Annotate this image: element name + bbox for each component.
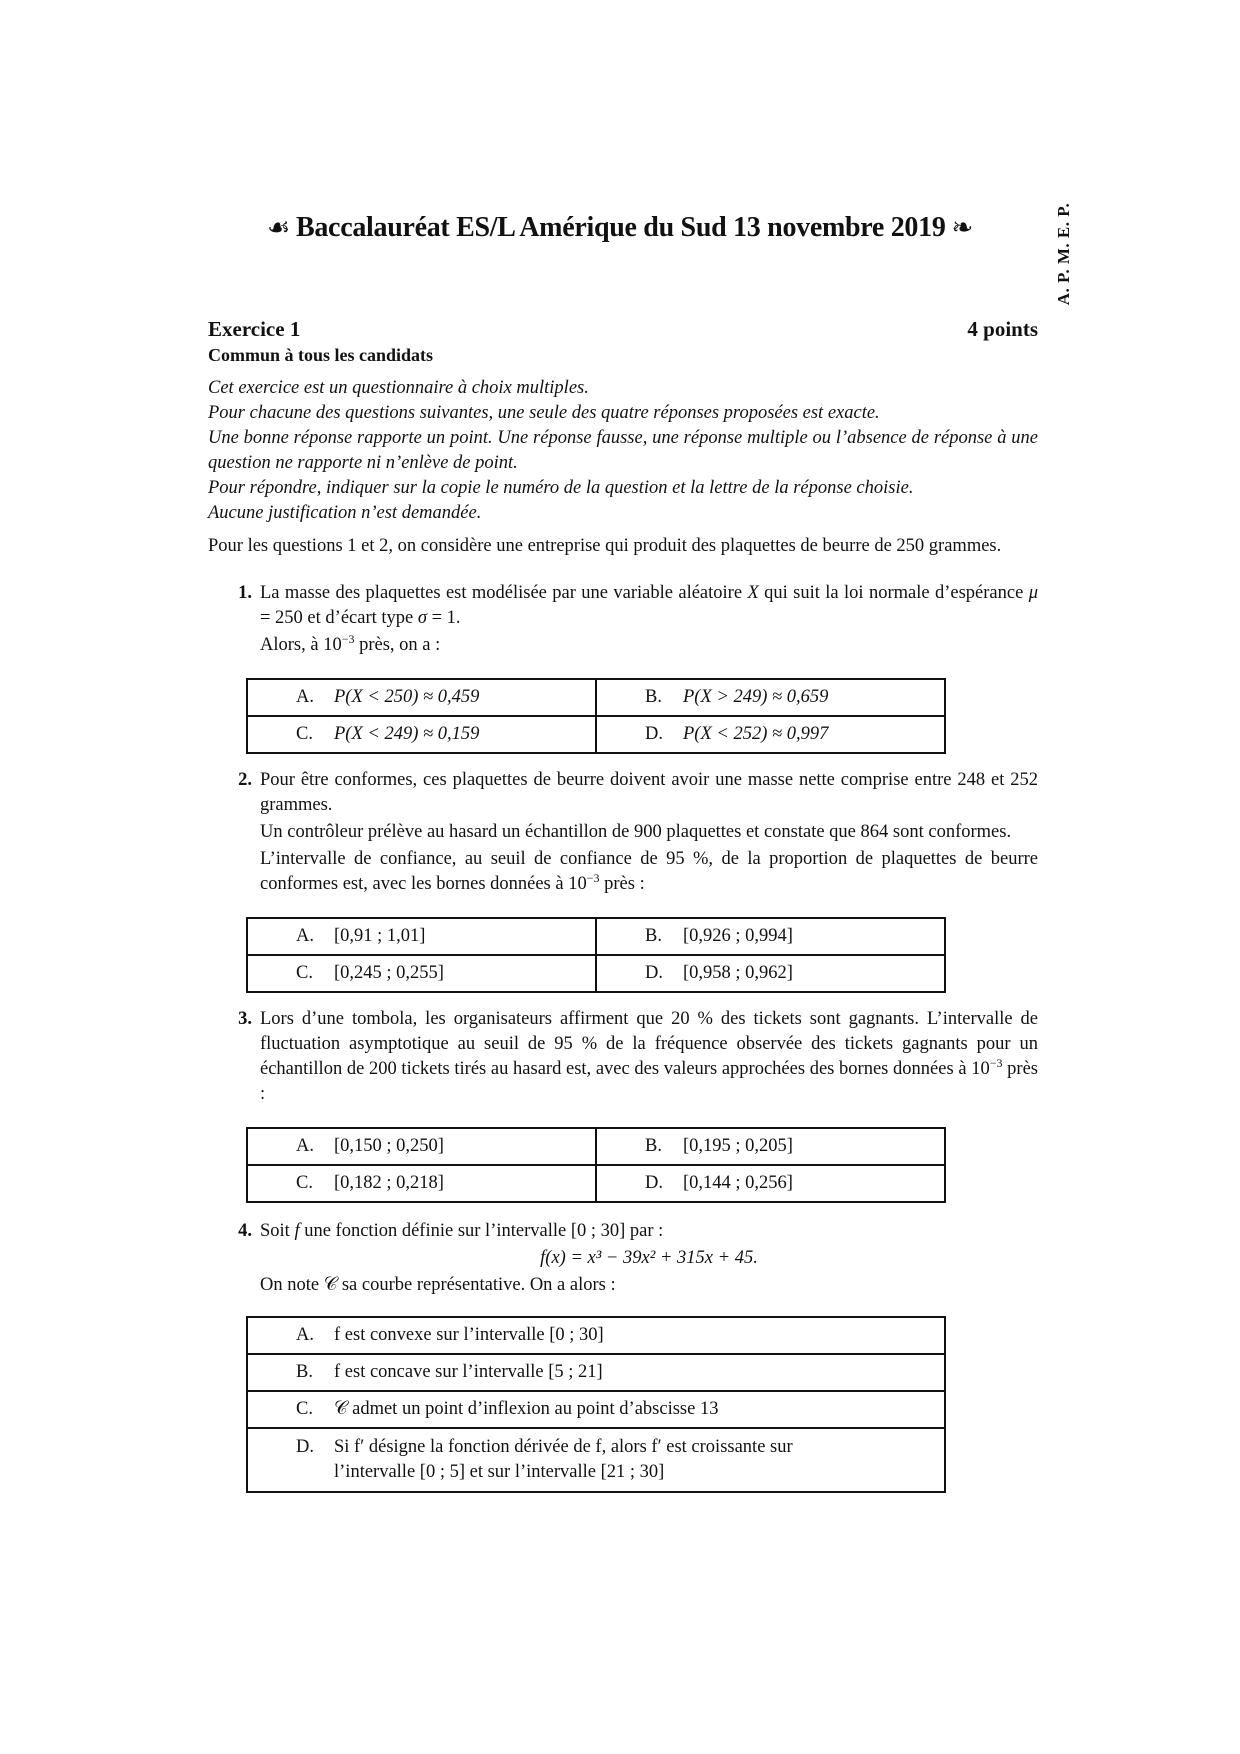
answers-table-q3 bbox=[246, 1127, 946, 1203]
text: Soit bbox=[260, 1221, 295, 1241]
question-text: Pour être conformes, ces plaquettes de beurre doivent avoir une masse nette comprise entre 248 et 252 grammes. bbox=[260, 770, 1038, 815]
text: = 250 et d’écart type bbox=[260, 608, 418, 628]
answers-table-q2 bbox=[246, 917, 946, 993]
answer-text: P(X < 252) ≈ 0,997 bbox=[683, 724, 829, 744]
question-body bbox=[260, 581, 1038, 658]
answer-text: [0,958 ; 0,962] bbox=[683, 963, 793, 983]
side-label-text: A. P. M. E. P. bbox=[1054, 202, 1073, 306]
mu-symbol: μ bbox=[1028, 583, 1038, 603]
question-body bbox=[260, 768, 1038, 897]
answer-letter: B. bbox=[645, 1136, 662, 1156]
exercise-subtitle: Commun à tous les candidats bbox=[208, 345, 434, 365]
text: qui suit la loi normale d’espérance bbox=[758, 583, 1029, 603]
answer-option-a[interactable] bbox=[247, 679, 596, 716]
question-4 bbox=[208, 1219, 1038, 1298]
answer-text: f est convexe sur l’intervalle [0 ; 30] bbox=[334, 1325, 604, 1345]
answers-table-q1 bbox=[246, 678, 946, 754]
text: = 1. bbox=[426, 608, 461, 628]
answer-option-a[interactable] bbox=[247, 1317, 945, 1354]
instruction-line: Cet exercice est un questionnaire à choix multiples. bbox=[208, 378, 589, 398]
instruction-line: Pour répondre, indiquer sur la copie le numéro de la question et la lettre de la réponse choisie. bbox=[208, 478, 914, 498]
question-number: 2. bbox=[238, 770, 252, 790]
text: La masse des plaquettes est modélisée par une variable aléatoire bbox=[260, 583, 748, 603]
answer-text: P(X < 249) ≈ 0,159 bbox=[334, 724, 480, 744]
sigma-symbol: σ bbox=[417, 608, 427, 628]
answer-option-d[interactable] bbox=[596, 716, 945, 753]
answer-d-wrap bbox=[296, 1435, 944, 1485]
answer-letter: B. bbox=[645, 926, 662, 946]
question-text bbox=[260, 1219, 1038, 1244]
answer-letter: A. bbox=[296, 1325, 314, 1345]
instructions bbox=[208, 376, 1038, 526]
instruction-line: Une bonne réponse rapporte un point. Une réponse fausse, une réponse multiple ou l’absence de réponse à une question ne rapporte ni n’enlève de point. bbox=[208, 428, 1038, 473]
instruction-line: Aucune justification n’est demandée. bbox=[208, 503, 482, 523]
answer-text bbox=[334, 1435, 793, 1485]
question-number: 3. bbox=[238, 1009, 252, 1029]
answer-text: [0,150 ; 0,250] bbox=[334, 1136, 444, 1156]
answer-option-b[interactable] bbox=[596, 1128, 945, 1165]
ornament-left-icon: ☙ bbox=[266, 213, 290, 242]
answer-option-d[interactable] bbox=[596, 1165, 945, 1202]
title-text: Baccalauréat ES/L Amérique du Sud 13 novembre 2019 bbox=[295, 212, 946, 243]
question-text: Un contrôleur prélève au hasard un échantillon de 900 plaquettes et constate que 864 sont conformes. bbox=[260, 822, 1012, 842]
answer-text: [0,195 ; 0,205] bbox=[683, 1136, 793, 1156]
text: Alors, à 10 bbox=[260, 635, 342, 655]
text: une fonction définie sur l’intervalle [0 ; 30] par : bbox=[299, 1221, 664, 1241]
question-text bbox=[260, 581, 1038, 631]
question-number: 1. bbox=[238, 583, 252, 603]
answers-table-q4 bbox=[246, 1316, 946, 1493]
question-text: On note 𝒞 sa courbe représentative. On a alors : bbox=[260, 1275, 616, 1295]
answer-option-c[interactable] bbox=[247, 716, 596, 753]
answer-letter: A. bbox=[296, 1136, 314, 1156]
answer-letter: D. bbox=[296, 1437, 314, 1457]
answer-option-b[interactable] bbox=[596, 918, 945, 955]
answer-option-b[interactable] bbox=[247, 1354, 945, 1391]
answer-letter: B. bbox=[645, 687, 662, 707]
answer-letter: B. bbox=[296, 1362, 313, 1382]
text: L’intervalle de confiance, au seuil de confiance de 95 %, de la proportion de plaquettes de beurre conformes est, avec les bornes données à 10 bbox=[260, 849, 1038, 894]
text: Lors d’une tombola, les organisateurs affirment que 20 % des tickets sont gagnants. L’intervalle de fluctuation asymptotique au seuil de 95 % de la fréquence observée des tickets gagnants pour un échantillon de 200 tickets tirés au hasard est, avec des valeurs approchées des bornes données à 10 bbox=[260, 1009, 1038, 1079]
ornament-right-icon: ❧ bbox=[951, 213, 974, 242]
answer-text: P(X > 249) ≈ 0,659 bbox=[683, 687, 829, 707]
answer-letter: C. bbox=[296, 1173, 313, 1193]
lead-paragraph: Pour les questions 1 et 2, on considère une entreprise qui produit des plaquettes de beurre de 250 grammes. bbox=[208, 536, 1002, 556]
question-body bbox=[260, 1007, 1038, 1107]
answer-letter: A. bbox=[296, 687, 314, 707]
exercise-title: Exercice 1 bbox=[208, 317, 301, 341]
answer-text: P(X < 250) ≈ 0,459 bbox=[334, 687, 480, 707]
answer-text: 𝒞 admet un point d’inflexion au point d’abscisse 13 bbox=[334, 1399, 719, 1419]
answer-text: [0,182 ; 0,218] bbox=[334, 1173, 444, 1193]
question-text bbox=[260, 1007, 1038, 1107]
answer-option-c[interactable] bbox=[247, 955, 596, 992]
answer-text: [0,144 ; 0,256] bbox=[683, 1173, 793, 1193]
answer-letter: C. bbox=[296, 724, 313, 744]
var-x: X bbox=[747, 583, 759, 603]
answer-text-line: l’intervalle [0 ; 5] et sur l’intervalle [21 ; 30] bbox=[334, 1462, 665, 1482]
instruction-line: Pour chacune des questions suivantes, une seule des quatre réponses proposées est exacte. bbox=[208, 403, 880, 423]
answer-letter: C. bbox=[296, 1399, 313, 1419]
text: près, on a : bbox=[354, 635, 441, 655]
answer-letter: D. bbox=[645, 724, 663, 744]
exercise-content bbox=[208, 316, 1038, 1493]
answer-letter: A. bbox=[296, 926, 314, 946]
question-2 bbox=[208, 768, 1038, 897]
answer-option-b[interactable] bbox=[596, 679, 945, 716]
answer-letter: D. bbox=[645, 1173, 663, 1193]
function-formula: f(x) = x³ − 39x² + 315x + 45. bbox=[540, 1248, 758, 1268]
function-f: f bbox=[294, 1221, 300, 1241]
answer-letter: D. bbox=[645, 963, 663, 983]
answer-option-a[interactable] bbox=[247, 1128, 596, 1165]
answer-option-d[interactable] bbox=[247, 1428, 945, 1492]
exponent: −3 bbox=[586, 871, 600, 885]
answer-option-c[interactable] bbox=[247, 1391, 945, 1428]
answer-text-line: Si f′ désigne la fonction dérivée de f, alors f′ est croissante sur bbox=[334, 1437, 793, 1457]
answer-text: [0,91 ; 1,01] bbox=[334, 926, 426, 946]
question-number: 4. bbox=[238, 1221, 252, 1241]
answer-text: [0,245 ; 0,255] bbox=[334, 963, 444, 983]
answer-option-a[interactable] bbox=[247, 918, 596, 955]
exponent: −3 bbox=[341, 632, 355, 646]
text: près : bbox=[599, 874, 645, 894]
exercise-points: 4 points bbox=[967, 317, 1038, 341]
question-1 bbox=[208, 581, 1038, 658]
answer-letter: C. bbox=[296, 963, 313, 983]
question-text bbox=[260, 633, 1038, 658]
exercise-header bbox=[208, 316, 1038, 342]
question-text bbox=[260, 847, 1038, 897]
exponent: −3 bbox=[989, 1056, 1003, 1070]
answer-option-c[interactable] bbox=[247, 1165, 596, 1202]
question-body bbox=[260, 1219, 1038, 1298]
question-3 bbox=[208, 1007, 1038, 1107]
page-title bbox=[0, 212, 1240, 244]
text: près : bbox=[260, 1059, 1038, 1104]
answer-option-d[interactable] bbox=[596, 955, 945, 992]
answer-text: f est concave sur l’intervalle [5 ; 21] bbox=[334, 1362, 603, 1382]
answer-text: [0,926 ; 0,994] bbox=[683, 926, 793, 946]
